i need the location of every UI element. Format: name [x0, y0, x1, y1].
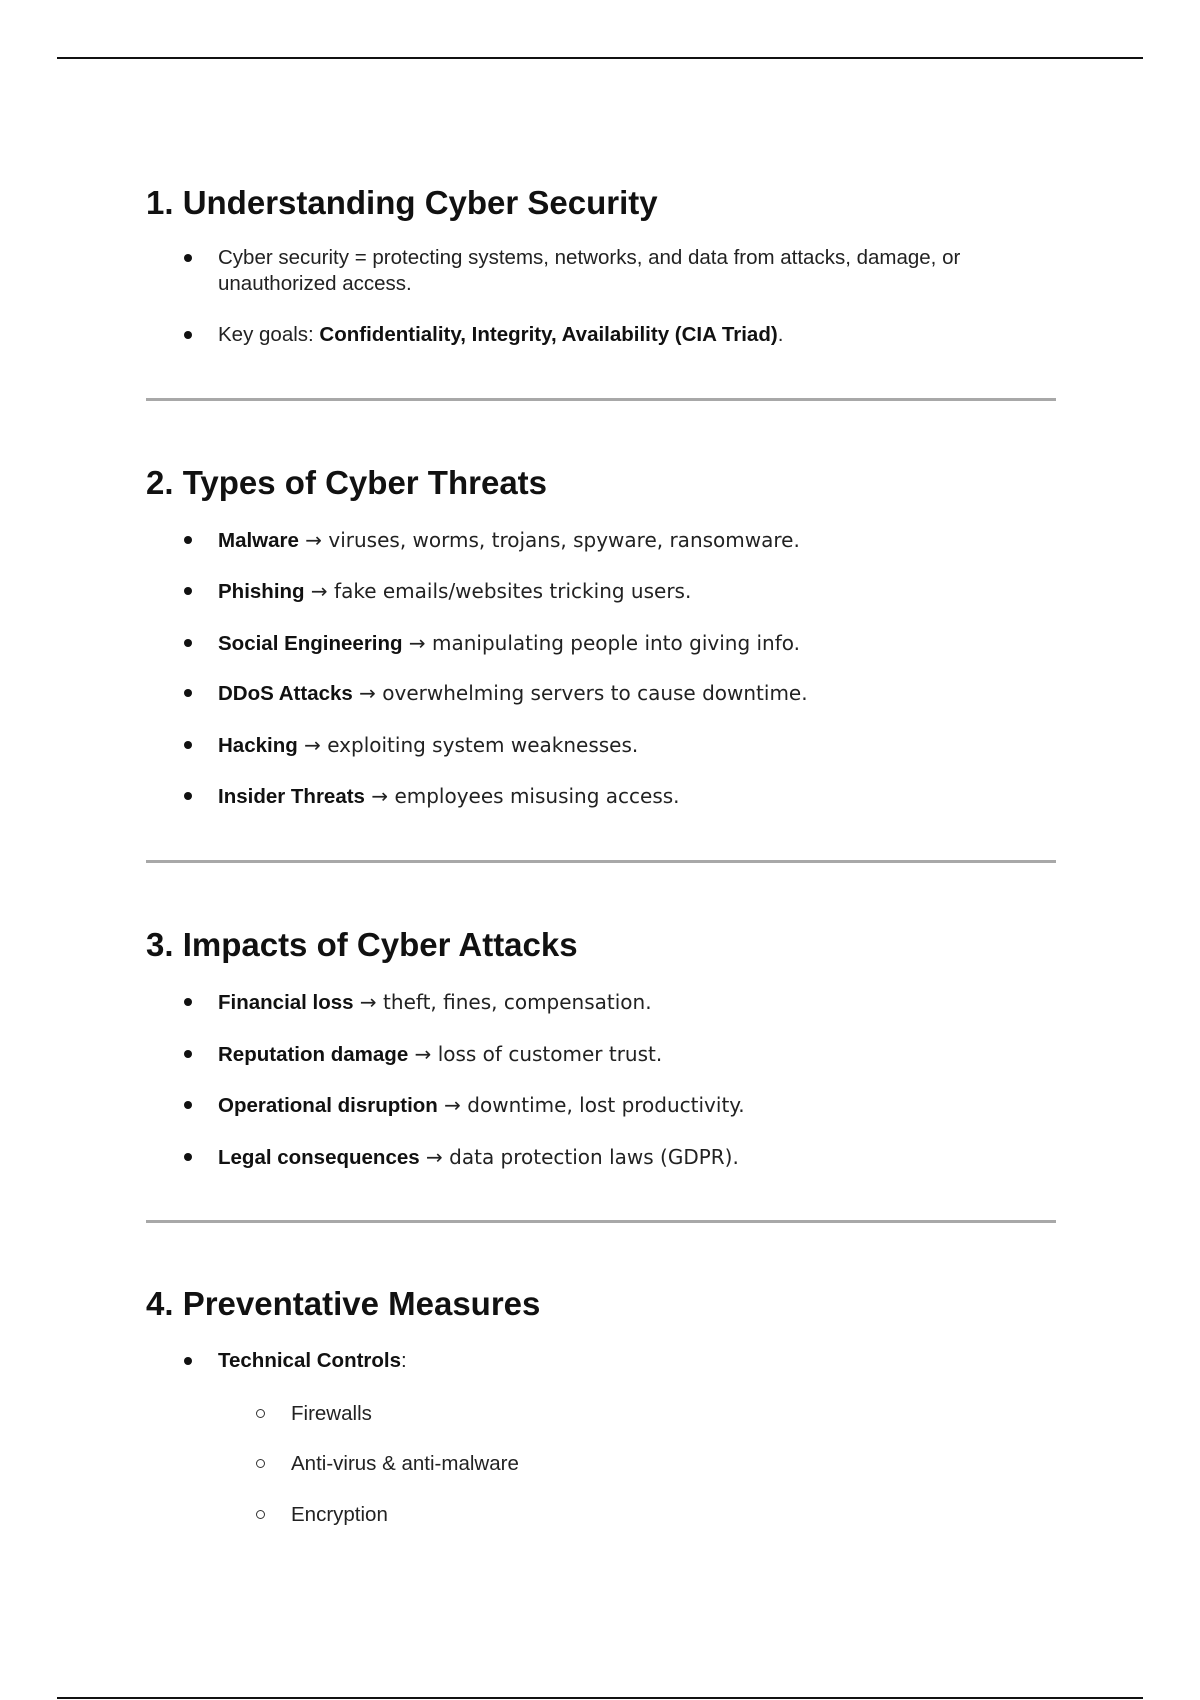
list-item-text: [218, 578, 1048, 605]
threat-desc: → viruses, worms, trojans, spyware, ransomware.: [298, 528, 800, 552]
list-item-text: [218, 783, 1048, 810]
sub-list-item-text: Anti-virus & anti-malware: [291, 1452, 519, 1475]
list-item-text: [218, 322, 1048, 348]
list-item-text: [218, 1041, 1048, 1068]
list-item-text: [218, 1092, 1048, 1119]
bullet-icon: [184, 1101, 192, 1109]
page-bottom-rule: [57, 1697, 1143, 1699]
key-goals-bold: Confidentiality, Integrity, Availability (CIA Triad): [319, 323, 778, 346]
threat-term: DDoS Attacks: [218, 682, 353, 705]
section-heading-impacts: 3. Impacts of Cyber Attacks: [146, 926, 578, 963]
threat-term: Hacking: [218, 734, 298, 757]
list-item-text: [218, 1348, 1048, 1374]
section-heading-preventative: 4. Preventative Measures: [146, 1285, 541, 1322]
list-item-text: [218, 989, 1048, 1016]
bullet-icon: [184, 792, 192, 800]
impact-desc: → data protection laws (GDPR).: [419, 1145, 739, 1169]
measure-term: Technical Controls: [218, 1349, 402, 1372]
list-item-text: Cyber security = protecting systems, networks, and data from attacks, damage, or unauthorized access.: [218, 246, 961, 295]
bullet-icon: [184, 331, 192, 339]
impact-term: Operational disruption: [218, 1094, 438, 1117]
sub-list-item-text: Encryption: [291, 1503, 388, 1526]
section-heading-threats: 2. Types of Cyber Threats: [146, 464, 548, 501]
threat-term: Phishing: [218, 580, 305, 603]
hollow-bullet-icon: [256, 1510, 265, 1519]
section-divider: [146, 1220, 1056, 1223]
threat-desc: → manipulating people into giving info.: [402, 631, 801, 655]
list-item-text: [218, 630, 1048, 657]
sub-list-item-text: Firewalls: [291, 1402, 372, 1425]
bullet-icon: [184, 741, 192, 749]
impact-desc: → theft, fines, compensation.: [353, 990, 652, 1014]
bullet-icon: [184, 689, 192, 697]
impact-term: Legal consequences: [218, 1146, 420, 1169]
threat-term: Malware: [218, 529, 299, 552]
impact-term: Financial loss: [218, 991, 354, 1014]
impact-desc: → loss of customer trust.: [408, 1042, 663, 1066]
threat-desc: → fake emails/websites tricking users.: [304, 579, 692, 603]
threat-desc: → employees misusing access.: [364, 784, 680, 808]
section-divider: [146, 398, 1056, 401]
threat-term: Insider Threats: [218, 785, 365, 808]
list-item-text: [218, 732, 1048, 759]
impact-desc: → downtime, lost productivity.: [437, 1093, 745, 1117]
key-goals-prefix: Key goals:: [218, 323, 320, 346]
impact-term: Reputation damage: [218, 1043, 409, 1066]
bullet-icon: [184, 1153, 192, 1161]
section-divider: [146, 860, 1056, 863]
measure-suffix: :: [401, 1349, 407, 1372]
list-item-text: [218, 1144, 1048, 1171]
bullet-icon: [184, 1357, 192, 1365]
hollow-bullet-icon: [256, 1459, 265, 1468]
bullet-icon: [184, 998, 192, 1006]
section-heading-understanding: 1. Understanding Cyber Security: [146, 184, 658, 221]
page-top-rule: [57, 57, 1143, 59]
threat-desc: → overwhelming servers to cause downtime.: [352, 681, 808, 705]
hollow-bullet-icon: [256, 1409, 265, 1418]
bullet-icon: [184, 639, 192, 647]
bullet-icon: [184, 1050, 192, 1058]
list-item-text: [218, 680, 1048, 707]
threat-desc: → exploiting system weaknesses.: [297, 733, 639, 757]
key-goals-suffix: .: [777, 323, 784, 346]
bullet-icon: [184, 536, 192, 544]
bullet-icon: [184, 587, 192, 595]
list-item-text: [218, 527, 1048, 554]
bullet-icon: [184, 254, 192, 262]
threat-term: Social Engineering: [218, 632, 403, 655]
